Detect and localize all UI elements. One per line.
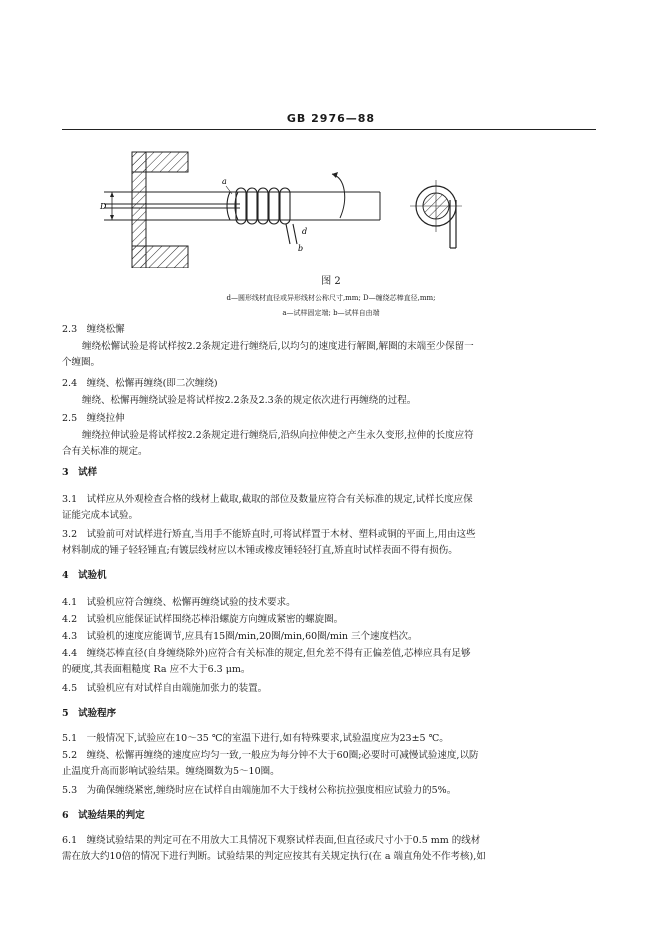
chapter-heading <box>62 808 598 824</box>
text-line: 5.2 缠绕、松懈再缠绕的速度应均匀一致,一般应为每分钟不大于60圈;必要时可减慢试验速度,以防 <box>62 750 479 761</box>
paragraph <box>62 783 598 799</box>
paragraph <box>62 681 598 697</box>
text-line: 3 试样 <box>62 467 98 478</box>
chapter-heading <box>62 465 598 481</box>
text-line: 缠绕松懈试验是将试样按2.2条规定进行缠绕后,以均匀的速度进行解圈,解圈的末端至少保留一 <box>82 341 474 352</box>
paragraph <box>62 393 598 409</box>
text-line: 证能完成本试验。 <box>62 510 139 521</box>
paragraph <box>62 527 598 559</box>
text-line: 2.4 缠绕、松懈再缠绕(即二次缠绕) <box>62 378 218 389</box>
text-line: 5.3 为确保缠绕紧密,缠绕时应在试样自由端施加不大于线材公称抗拉强度相应试验力的5%。 <box>62 785 457 796</box>
text-line: 4.4 缠绕芯棒直径(自身缠绕除外)应符合有关标准的规定,但允差不得有正偏差值,芯棒应具有足够 <box>62 648 471 659</box>
rotation-arrow <box>332 174 345 218</box>
text-line: 2.3 缠绕松懈 <box>62 324 125 335</box>
text-line: 4 试验机 <box>62 570 107 581</box>
wire-coils <box>227 188 297 244</box>
standard-code: GB 2976—88 <box>286 112 376 125</box>
text-line: 5 试验程序 <box>62 708 117 719</box>
text-line: 3.1 试样应从外观检查合格的线材上截取,截取的部位及数量应符合有关标准的规定,试样长度应保 <box>62 494 473 505</box>
header-rule <box>62 129 596 130</box>
end-view <box>410 180 462 248</box>
text-line: 缠绕、松懈再缠绕试验是将试样按2.2条及2.3条的规定依次进行再缠绕的过程。 <box>82 395 417 406</box>
paragraph <box>62 492 598 524</box>
text-line: 个缠圈。 <box>62 357 101 368</box>
paragraph <box>62 595 598 611</box>
paragraph <box>62 731 598 747</box>
paragraph <box>62 833 598 865</box>
text-line: 的硬度,其表面粗糙度 Ra 应不大于6.3 μm。 <box>62 664 251 675</box>
text-line: 5.1 一般情况下,试验应在10～35 ℃的室温下进行,如有特殊要求,试验温度应为23±5 ℃。 <box>62 733 449 744</box>
paragraph <box>62 339 598 371</box>
paragraph <box>62 629 598 645</box>
text-line: 4.2 试验机应能保证试样围绕芯棒沿螺旋方向缠成紧密的螺旋圈。 <box>62 614 344 625</box>
figure-legend-line: a—试样固定端; b—试样自由端 <box>282 309 380 317</box>
text-line: 2.5 缠绕拉伸 <box>62 413 125 424</box>
text-line: 材料制成的锤子轻轻锤直;有镀层线材应以木锤或橡皮锤轻轻打直,矫直时试样表面不得有损伤。 <box>62 545 458 556</box>
label-b: b <box>298 244 304 253</box>
paragraph <box>62 612 598 628</box>
chapter-heading <box>62 568 598 584</box>
figure-legend-line: d—圆形线材直径或异形线材公称尺寸,mm; D—缠绕芯棒直径,mm; <box>226 294 436 302</box>
figure-title: 图 2 <box>321 276 341 287</box>
text-line: 合有关标准的规定。 <box>62 446 148 457</box>
paragraph <box>62 428 598 460</box>
text-line: 4.5 试验机应有对试样自由端施加张力的装置。 <box>62 683 268 694</box>
section-heading <box>62 376 598 392</box>
text-line: 缠绕拉伸试验是将试样按2.2条规定进行缠绕后,沿纵向拉伸使之产生永久变形,拉伸的长度应符 <box>82 430 474 441</box>
text-line: 止温度升高而影响试验结果。缠绕圈数为5～10圈。 <box>62 766 280 777</box>
label-D: D <box>100 202 107 211</box>
text-line: 3.2 试验前可对试样进行矫直,当用手不能矫直时,可将试样置于木材、塑料或铜的平面上,用由这些 <box>62 529 476 540</box>
text-line: 6.1 缠绕试验结果的判定可在不用放大工具情况下观察试样表面,但直径或尺寸小于0.5 mm 的线材 <box>62 835 481 846</box>
text-line: 6 试验结果的判定 <box>62 810 145 821</box>
text-line: 4.3 试验机的速度应能调节,应具有15圈/min,20圈/min,60圈/min 三个速度档次。 <box>62 631 418 642</box>
text-line: 需在放大约10倍的情况下进行判断。试验结果的判定应按其有关规定执行(在 a 端直角处不作考核),如 <box>62 851 486 862</box>
text-line: 4.1 试验机应符合缠绕、松懈再缠绕试验的技术要求。 <box>62 597 296 608</box>
winding-test-figure <box>90 148 490 268</box>
paragraph <box>62 748 598 780</box>
label-a: a <box>222 177 227 186</box>
label-d: d <box>302 227 308 236</box>
dimension-D <box>99 192 114 220</box>
paragraph <box>62 646 598 678</box>
chapter-heading <box>62 706 598 722</box>
section-heading <box>62 411 598 427</box>
fixed-clamp <box>132 152 188 268</box>
section-heading <box>62 322 598 338</box>
